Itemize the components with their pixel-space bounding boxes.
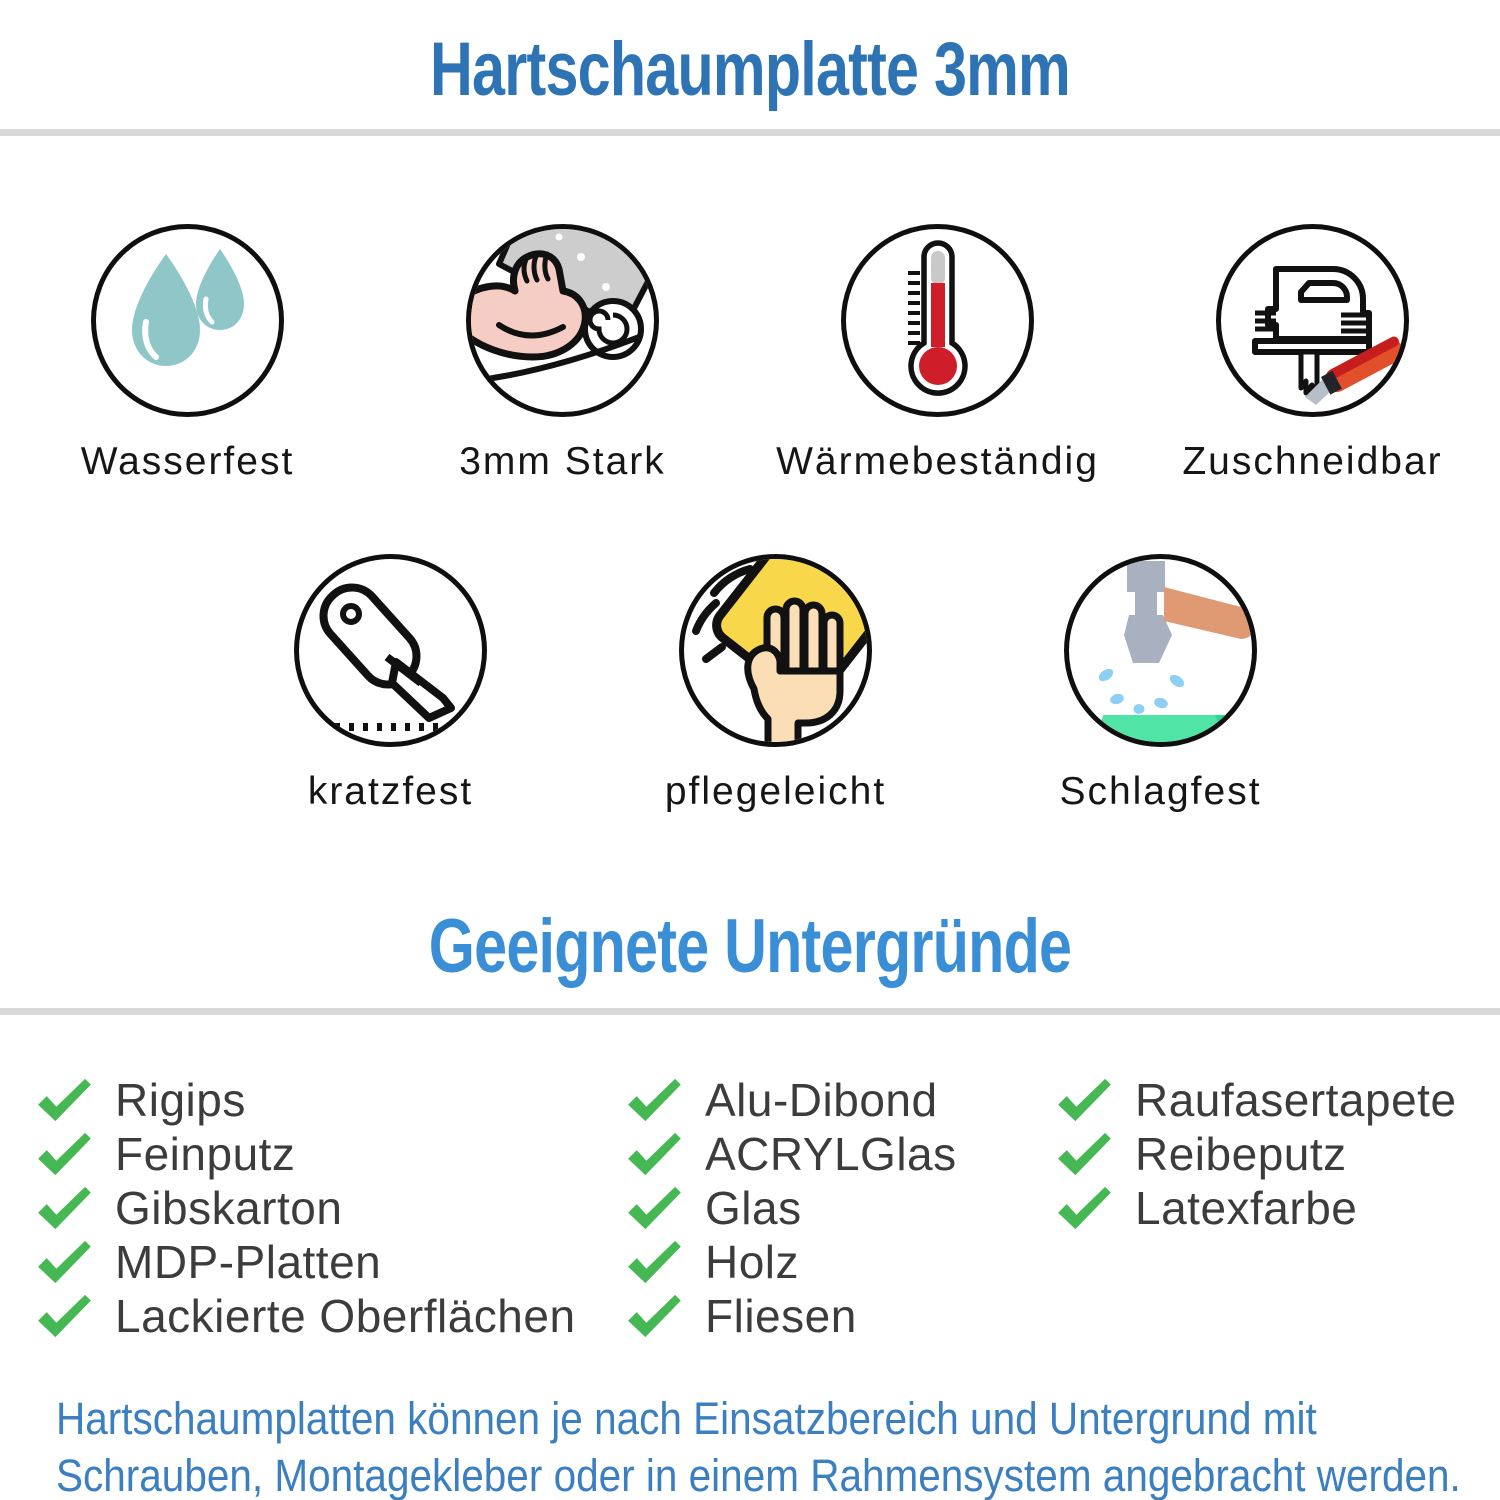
substrates-list (35, 1073, 1457, 1343)
feature-label: Wärmebeständig (776, 440, 1099, 483)
substrate-label: Gibskarton (115, 1182, 343, 1234)
check-icon (1055, 1185, 1113, 1231)
divider-bar-section (0, 1008, 1500, 1015)
footer-line-2: Schrauben, Montagekleber oder in einem Rahmensystem angebracht werden. (56, 1450, 1461, 1500)
substrate-item (35, 1235, 625, 1289)
feature-label: 3mm Stark (459, 440, 666, 483)
check-icon (35, 1239, 93, 1285)
check-icon (1055, 1131, 1113, 1177)
check-icon (625, 1131, 683, 1177)
substrates-column-3 (1055, 1073, 1457, 1343)
substrates-column-2 (625, 1073, 1055, 1343)
substrate-label: ACRYLGlas (705, 1128, 957, 1180)
features-row-2 (198, 554, 1353, 814)
flexed-arm-icon (466, 224, 659, 417)
thermometer-icon (841, 224, 1034, 417)
substrate-label: Glas (705, 1182, 802, 1234)
substrate-item (625, 1073, 1055, 1127)
check-icon (625, 1185, 683, 1231)
substrate-item (1055, 1127, 1457, 1181)
substrate-label: Latexfarbe (1135, 1182, 1358, 1234)
substrate-label: Alu-Dibond (705, 1074, 938, 1126)
feature-pflegeleicht (583, 554, 968, 814)
feature-schlagfest (968, 554, 1353, 814)
feature-label: Wasserfest (80, 440, 295, 483)
substrate-item (625, 1127, 1055, 1181)
substrate-item (35, 1181, 625, 1235)
divider-bar-top (0, 129, 1500, 136)
substrate-label: Reibeputz (1135, 1128, 1347, 1180)
jigsaw-icon (1216, 224, 1409, 417)
substrate-item (35, 1289, 625, 1343)
substrate-item (625, 1235, 1055, 1289)
page-title: Hartschaumplatte 3mm (430, 27, 1070, 112)
check-icon (35, 1131, 93, 1177)
substrate-label: Rigips (115, 1074, 246, 1126)
footer-note (56, 1390, 1461, 1500)
substrate-item (1055, 1073, 1457, 1127)
water-drops-icon (91, 224, 284, 417)
feature-label: pflegeleicht (664, 770, 887, 813)
substrate-item (35, 1073, 625, 1127)
substrate-label: Fliesen (705, 1290, 857, 1342)
feature-waermebestaendig (750, 224, 1125, 484)
feature-label: Schlagfest (1059, 770, 1262, 813)
substrate-label: Lackierte Oberflächen (115, 1290, 576, 1342)
check-icon (625, 1239, 683, 1285)
footer-line-1: Hartschaumplatten können je nach Einsatzbereich und Untergrund mit (56, 1393, 1317, 1444)
check-icon (35, 1185, 93, 1231)
substrate-item (1055, 1181, 1457, 1235)
feature-label: Zuschneidbar (1182, 440, 1443, 483)
check-icon (625, 1293, 683, 1339)
cleaning-hand-icon (679, 554, 872, 747)
substrate-label: Holz (705, 1236, 800, 1288)
substrate-item (625, 1289, 1055, 1343)
check-icon (625, 1077, 683, 1123)
utility-knife-icon (294, 554, 487, 747)
substrate-label: MDP-Platten (115, 1236, 382, 1288)
hammer-icon (1064, 554, 1257, 747)
feature-3mm-stark (375, 224, 750, 484)
feature-wasserfest (0, 224, 375, 484)
substrate-label: Raufasertapete (1135, 1074, 1457, 1126)
section-title: Geeignete Untergründe (428, 904, 1072, 989)
feature-kratzfest (198, 554, 583, 814)
substrate-item (35, 1127, 625, 1181)
feature-zuschneidbar (1125, 224, 1500, 484)
substrates-column-1 (35, 1073, 625, 1343)
substrate-label: Feinputz (115, 1128, 296, 1180)
substrate-item (625, 1181, 1055, 1235)
feature-label: kratzfest (307, 770, 474, 813)
check-icon (35, 1293, 93, 1339)
check-icon (1055, 1077, 1113, 1123)
check-icon (35, 1077, 93, 1123)
features-row-1 (0, 224, 1500, 484)
